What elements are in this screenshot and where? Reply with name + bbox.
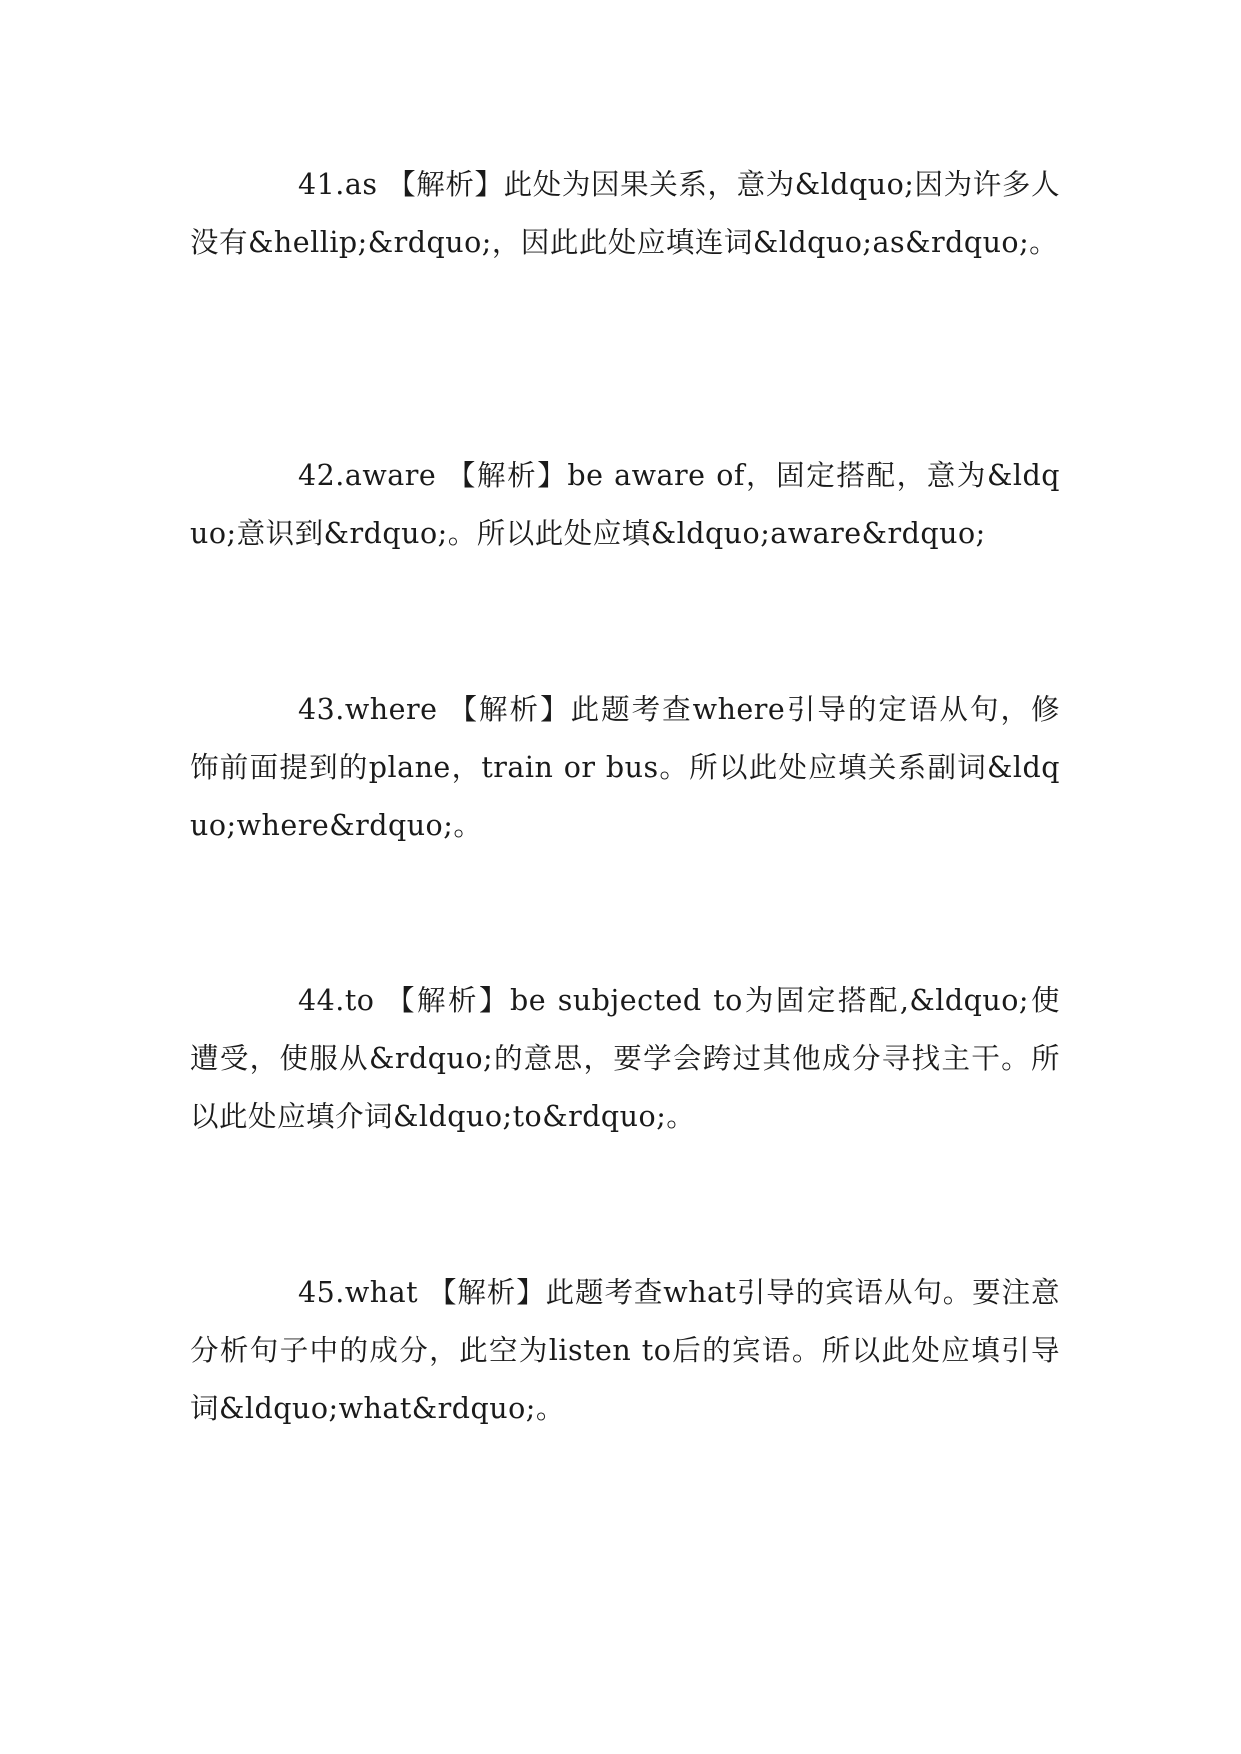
answer-explanation-42: 42.aware 【解析】be aware of，固定搭配，意为&ldquo;意识到&rdquo;。所以此处应填&ldquo;aware&rdquo;	[190, 459, 1060, 550]
answer-explanation-41: 41.as 【解析】此处为因果关系，意为&ldquo;因为许多人没有&hellip;&rdquo;，因此此处应填连词&ldquo;as&rdquo;。	[190, 168, 1060, 259]
answer-explanation-44: 44.to 【解析】be subjected to为固定搭配,&ldquo;使遭受，使服从&rdquo;的意思，要学会跨过其他成分寻找主干。所以此处应填介词&ldquo;to&rdquo;。	[190, 984, 1060, 1133]
answer-explanation-45: 45.what 【解析】此题考查what引导的宾语从句。要注意分析句子中的成分，此空为listen to后的宾语。所以此处应填引导词&ldquo;what&rdquo;。	[190, 1276, 1060, 1425]
answer-explanation-43: 43.where 【解析】此题考查where引导的定语从句，修饰前面提到的plane，train or bus。所以此处应填关系副词&ldquo;where&rdquo;。	[190, 693, 1060, 842]
